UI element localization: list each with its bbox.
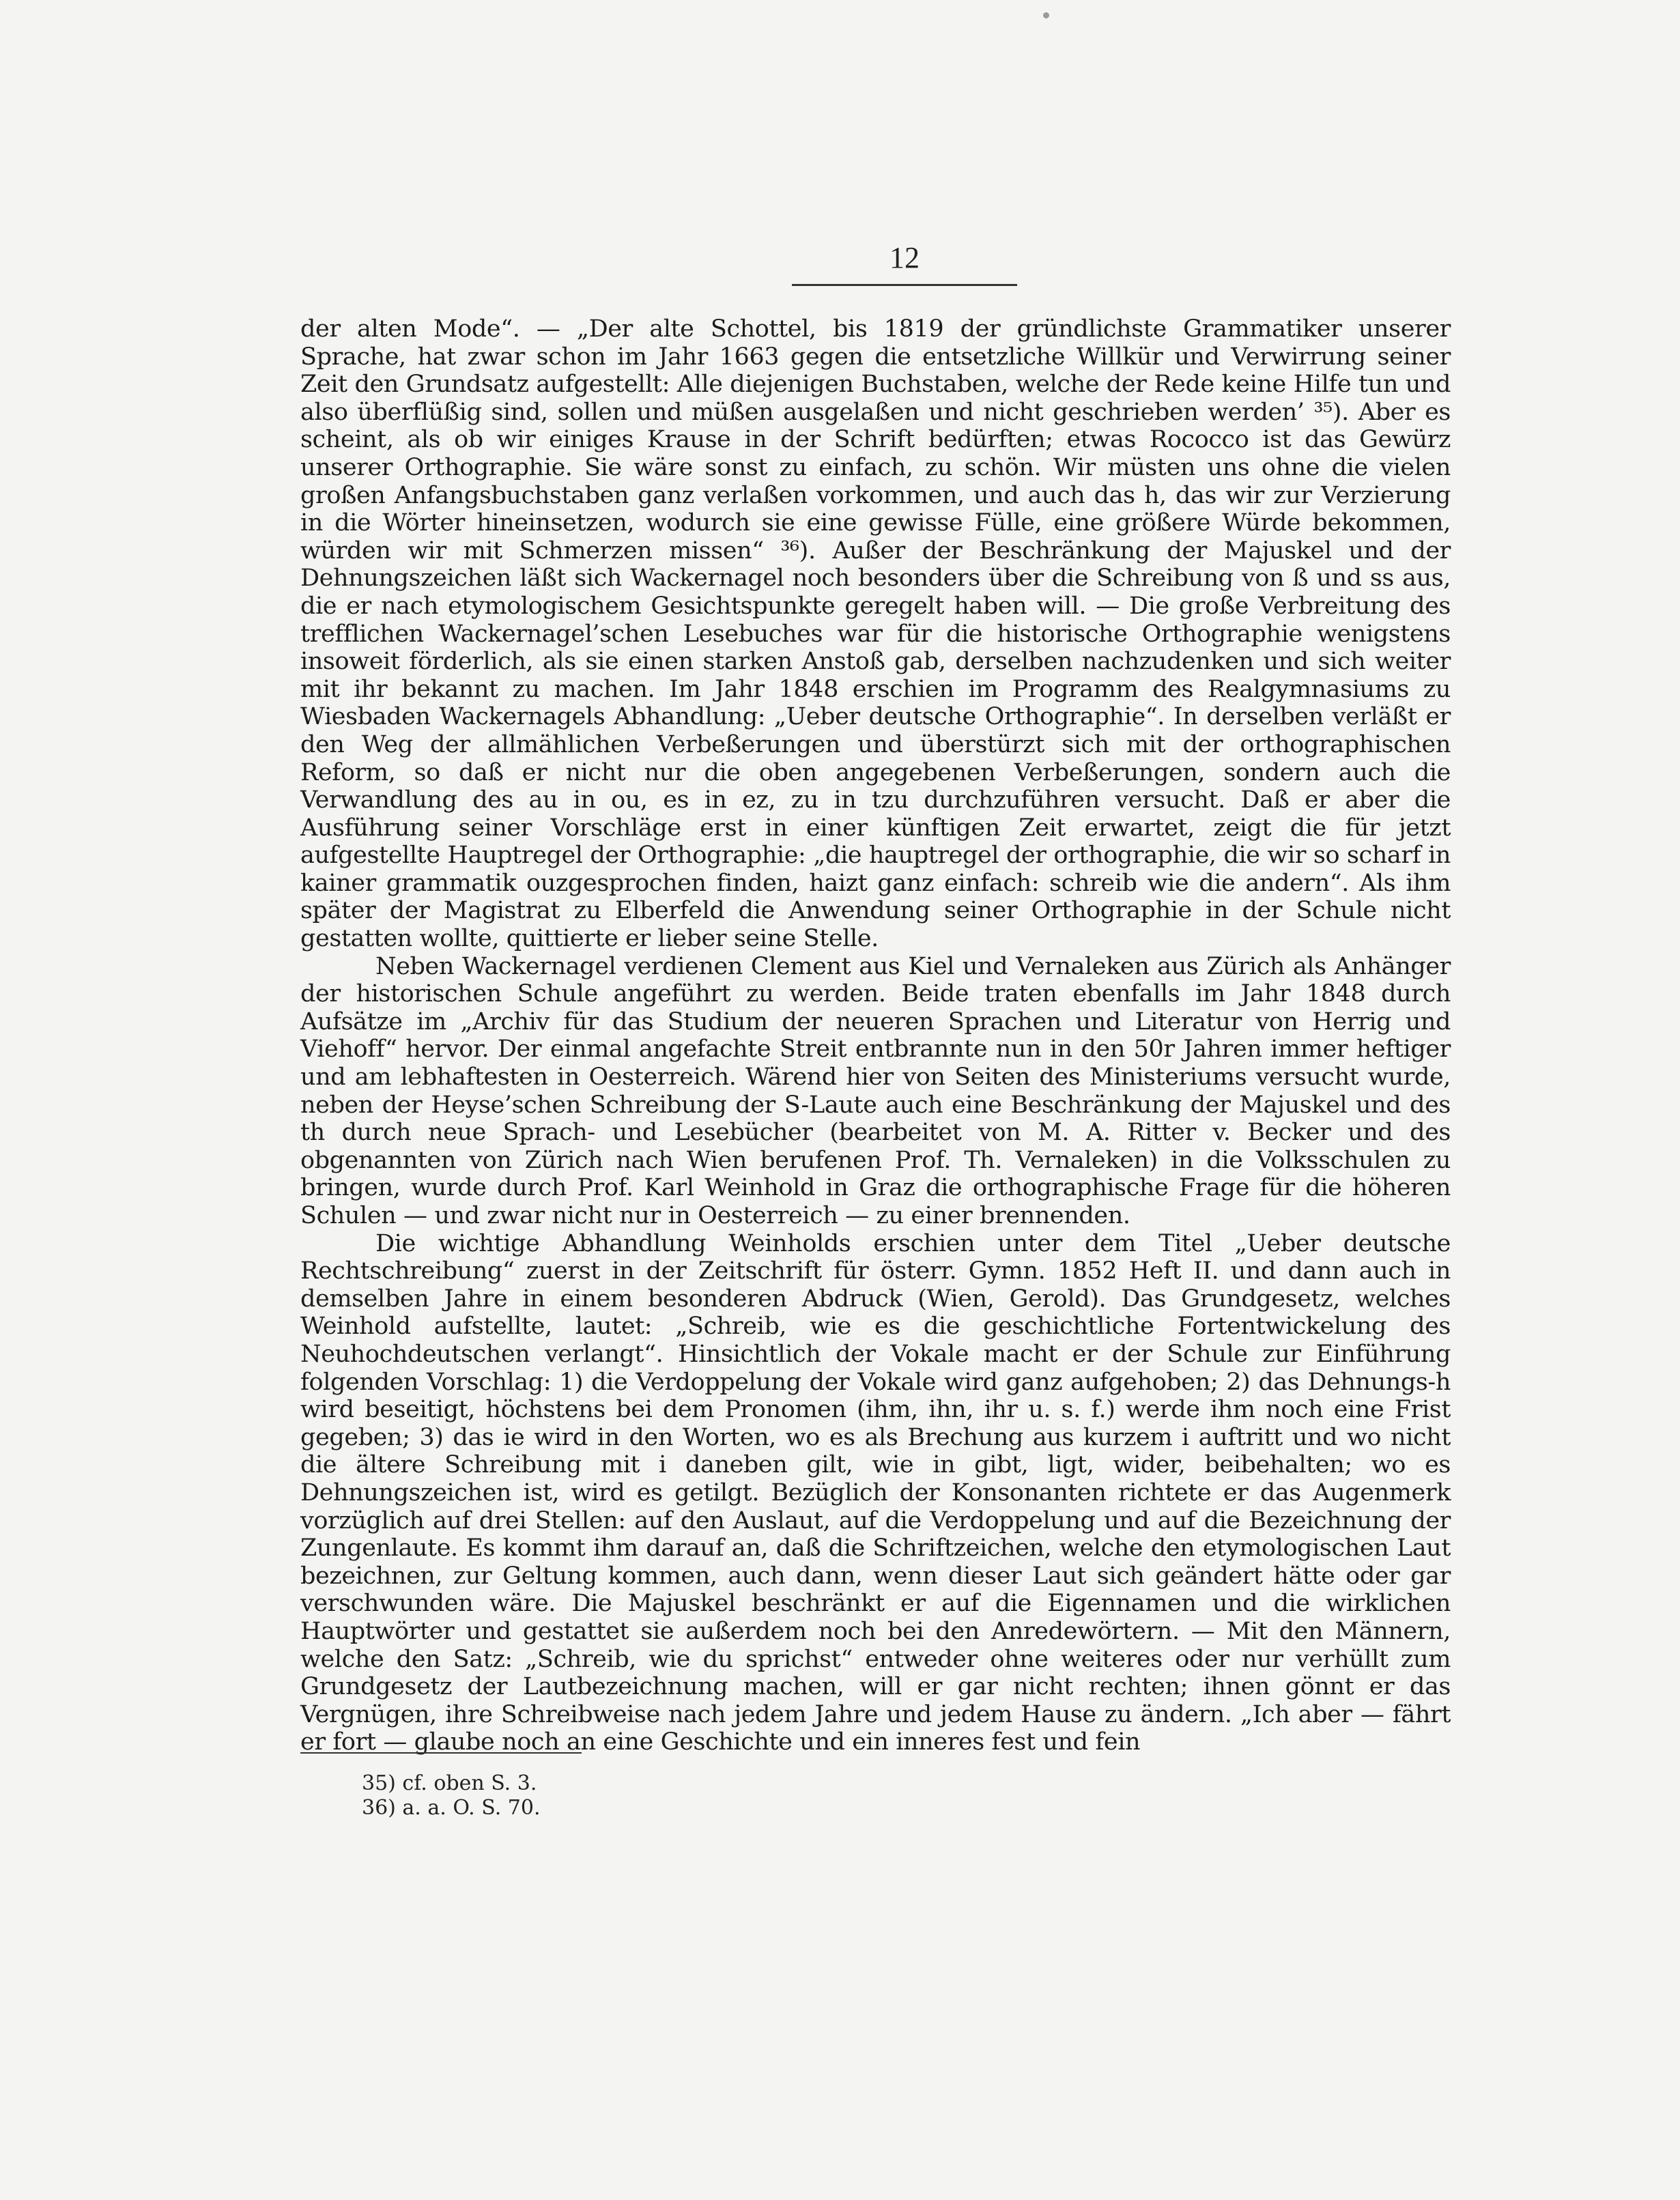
paragraph-2: Neben Wackernagel verdienen Clement aus Kiel und Vernaleken aus Zürich als Anhänger der historischen Schule angeführt zu werden. Beide traten ebenfalls im Jahr 1848 durch Aufsätze im „Archiv für das Studium der neueren Sprachen und Literatur von Herrig und Viehoff“ hervor. Der einmal angefachte Streit entbrannte nun in den 50r Jahren immer heftiger und am lebhaftesten in Oesterreich. Wärend hier von Seiten des Ministeriums versucht wurde, neben der Heyse’schen Schreibung der S-Laute auch eine Beschränkung der Majuskel und des th durch neue Sprach- und Lesebücher (bearbeitet von M. A. Ritter v. Becker und des obgenannten von Zürich nach Wien berufenen Prof. Th. Vernaleken) in die Volksschulen zu bringen, wurde durch Prof. Karl Weinhold in Graz die orthographische Frage für die höheren Schulen — und zwar nicht nur in Oesterreich — zu einer brennenden. [300, 952, 1451, 1229]
footnote-35: 35) cf. oben S. 3. [362, 1771, 537, 1795]
page-number-rule [792, 284, 1017, 286]
body-text [300, 315, 1451, 1756]
paper-speck [1043, 12, 1049, 18]
footnotes [362, 1771, 541, 1820]
paragraph-3: Die wichtige Abhandlung Weinholds erschien unter dem Titel „Ueber deutsche Rechtschreibung“ zuerst in der Zeitschrift für österr. Gymn. 1852 Heft II. und dann auch in demselben Jahre in einem besonderen Abdruck (Wien, Gerold). Das Grundgesetz, welches Weinhold aufstellte, lautet: „Schreib, wie es die geschichtliche Fortentwickelung des Neuhochdeutschen verlangt“. Hinsichtlich der Vokale macht er der Schule zur Einführung folgenden Vorschlag: 1) die Verdoppelung der Vokale wird ganz aufgehoben; 2) das Dehnungs-h wird beseitigt, höchstens bei dem Pronomen (ihm, ihn, ihr u. s. f.) werde ihm noch eine Frist gegeben; 3) das ie wird in den Worten, wo es als Brechung aus kurzem i auftritt und wo nicht die ältere Schreibung mit i daneben gilt, wie in gibt, ligt, wider, beibehalten; wo es Dehnungszeichen ist, wird es getilgt. Bezüglich der Konsonanten richtete er das Augenmerk vorzüglich auf drei Stellen: auf den Auslaut, auf die Verdoppelung und auf die Bezeichnung der Zungenlaute. Es kommt ihm darauf an, daß die Schriftzeichen, welche den etymologischen Laut bezeichnen, zur Geltung kommen, auch dann, wenn dieser Laut sich geändert hätte oder gar verschwunden wäre. Die Majuskel beschränkt er auf die Eigennamen und die wirklichen Hauptwörter und gestattet sie außerdem noch bei den Anredewörtern. — Mit den Männern, welche den Satz: „Schreib, wie du sprichst“ entweder ohne weiteres oder nur verhüllt zum Grundgesetz der Lautbezeichnung machen, will er gar nicht rechten; ihnen gönnt er das Vergnügen, ihre Schreibweise nach jedem Jahre und jedem Hause zu ändern. „Ich aber — fährt er fort — glaube noch an eine Geschichte und ein inneres fest und fein [300, 1229, 1451, 1756]
page-number: 12 [889, 241, 920, 274]
footnote-36: 36) a. a. O. S. 70. [362, 1796, 541, 1820]
footnote-rule [300, 1752, 582, 1754]
paragraph-1: der alten Mode“. — „Der alte Schottel, bis 1819 der gründlichste Grammatiker unserer Sprache, hat zwar schon im Jahr 1663 gegen die entsetzliche Willkür und Verwirrung seiner Zeit den Grundsatz aufgestellt: Alle diejenigen Buchstaben, welche der Rede keine Hilfe tun und also überflüßig sind, sollen und müßen ausgelaßen und nicht geschrieben werden’ ³⁵). Aber es scheint, als ob wir einiges Krause in der Schrift bedürften; etwas Rococco ist das Gewürz unserer Orthographie. Sie wäre sonst zu einfach, zu schön. Wir müsten uns ohne die vielen großen Anfangsbuchstaben ganz verlaßen vorkommen, und auch das h, das wir zur Verzierung in die Wörter hineinsetzen, wodurch sie eine gewisse Fülle, eine größere Würde bekommen, würden wir mit Schmerzen missen“ ³⁶). Außer der Beschränkung der Majuskel und der Dehnungszeichen läßt sich Wackernagel noch besonders über die Schreibung von ß und ss aus, die er nach etymologischem Gesichtspunkte geregelt haben will. — Die große Verbreitung des trefflichen Wackernagel’schen Lesebuches war für die historische Orthographie wenigstens insoweit förderlich, als sie einen starken Anstoß gab, derselben nachzudenken und sich weiter mit ihr bekannt zu machen. Im Jahr 1848 erschien im Programm des Realgymnasiums zu Wiesbaden Wackernagels Abhandlung: „Ueber deutsche Orthographie“. In derselben verläßt er den Weg der allmählichen Verbeßerungen und überstürzt sich mit der orthographischen Reform, so daß er nicht nur die oben angegebenen Verbeßerungen, sondern auch die Verwandlung des au in ou, es in ez, zu in tzu durchzuführen versucht. Daß er aber die Ausführung seiner Vorschläge erst in einer künftigen Zeit erwartet, zeigt die für jetzt aufgestellte Hauptregel der Orthographie: „die hauptregel der orthographie, die wir so scharf in kainer grammatik ouzgesprochen finden, haizt ganz einfach: schreib wie die andern“. Als ihm später der Magistrat zu Elberfeld die Anwendung seiner Orthographie in der Schule nicht gestatten wollte, quittierte er lieber seine Stelle. [300, 315, 1451, 953]
